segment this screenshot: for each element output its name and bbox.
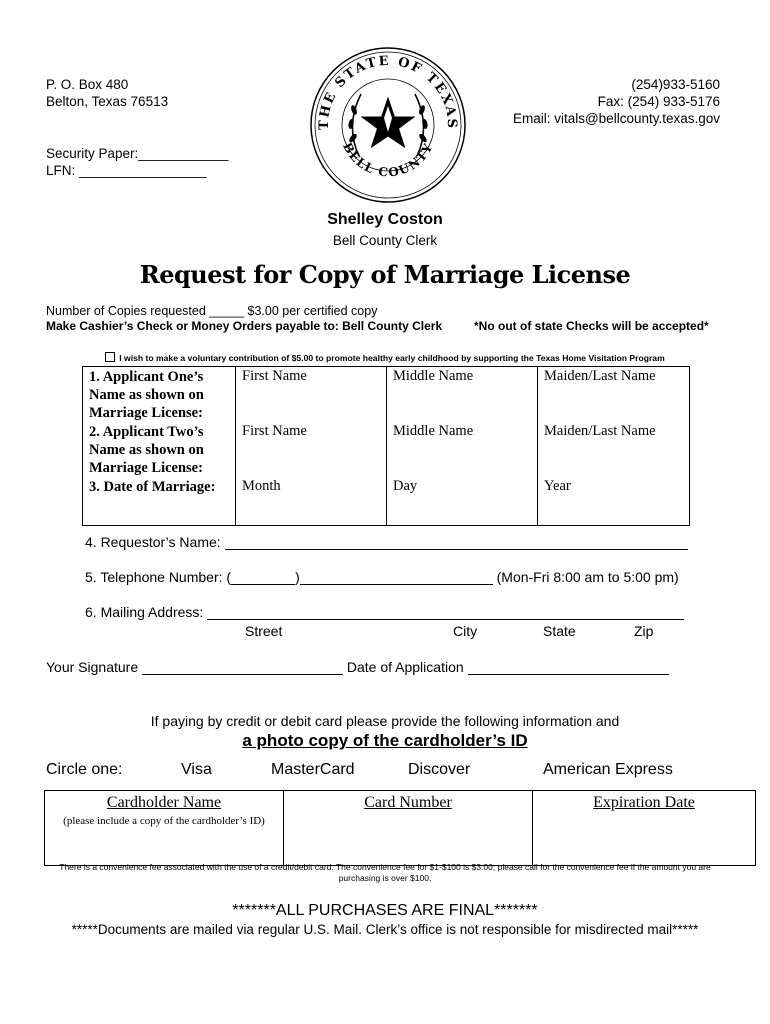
form-title: Request for Copy of Marriage License bbox=[139, 260, 631, 289]
contribution-label: I wish to make a voluntary contribution of $5.00 to promote healthy early childhood by supporting the Texas Home Visitation Program bbox=[119, 353, 665, 363]
contribution-checkbox[interactable] bbox=[105, 352, 115, 362]
svg-text:THE STATE OF TEXAS: THE STATE OF TEXAS bbox=[316, 53, 460, 131]
date-of-marriage-label: 3. Date of Marriage: bbox=[83, 477, 236, 526]
svg-text:BELL COUNTY: BELL COUNTY bbox=[340, 140, 436, 180]
requestor-name-input[interactable] bbox=[225, 535, 688, 550]
telephone-paren-close: ) bbox=[295, 569, 300, 585]
no-out-of-state-notice: *No out of state Checks will be accepted* bbox=[474, 319, 709, 333]
clerk-contact bbox=[513, 76, 720, 127]
expiration-date-cell[interactable] bbox=[533, 791, 756, 866]
telephone-row bbox=[85, 569, 679, 585]
telephone-label: 5. Telephone Number: ( bbox=[85, 569, 232, 585]
street-label: Street bbox=[245, 623, 283, 639]
expiration-date-header: Expiration Date bbox=[593, 794, 695, 811]
table-row bbox=[83, 477, 690, 526]
telephone-hours: (Mon-Fri 8:00 am to 5:00 pm) bbox=[496, 569, 679, 585]
fax-number: Fax: (254) 933-5176 bbox=[597, 94, 720, 109]
lfn-field[interactable]: LFN: _________________ bbox=[46, 163, 207, 178]
area-code-input[interactable] bbox=[231, 570, 295, 585]
applicant-table bbox=[82, 366, 690, 526]
card-type-american-express[interactable]: American Express bbox=[543, 761, 673, 778]
cardholder-name-header: Cardholder Name bbox=[106, 794, 222, 811]
copies-requested-field[interactable]: Number of Copies requested _____ $3.00 per certified copy bbox=[46, 304, 378, 318]
marriage-month[interactable]: Month bbox=[236, 477, 387, 526]
applicant-one-middle-name[interactable]: Middle Name bbox=[387, 367, 538, 423]
photo-id-requirement: a photo copy of the cardholder’s ID bbox=[242, 731, 528, 750]
contribution-option bbox=[0, 352, 770, 363]
table-row bbox=[83, 367, 690, 423]
office-use-fields bbox=[46, 145, 228, 179]
convenience-fee-note: There is a convenience fee associated with the use of a credit/debit card. The convenience fee for $1-$100 is $3.00; please call for the convenience fee if the amount you are purchasing is over $100. bbox=[59, 862, 711, 883]
address-line-2: Belton, Texas 76513 bbox=[46, 94, 169, 109]
cardholder-id-note: (please include a copy of the cardholder’s ID) bbox=[63, 815, 265, 827]
state-of-texas-seal-icon bbox=[309, 46, 467, 204]
card-type-discover[interactable]: Discover bbox=[408, 761, 471, 778]
signature-label: Your Signature bbox=[46, 659, 139, 675]
cardholder-name-cell[interactable] bbox=[45, 791, 284, 866]
requestor-label: 4. Requestor’s Name: bbox=[85, 534, 221, 550]
email-address: Email: vitals@bellcounty.texas.gov bbox=[512, 111, 720, 126]
mailing-address-label: 6. Mailing Address: bbox=[85, 604, 204, 620]
marriage-day[interactable]: Day bbox=[387, 477, 538, 526]
signature-row bbox=[46, 659, 669, 675]
card-number-cell[interactable] bbox=[284, 791, 533, 866]
applicant-one-first-name[interactable]: First Name bbox=[236, 367, 387, 423]
mail-disclaimer: *****Documents are mailed via regular U.S. Mail. Clerk’s office is not responsible for misdirected mail***** bbox=[71, 922, 699, 937]
zip-label: Zip bbox=[634, 623, 654, 639]
card-details-table bbox=[44, 790, 756, 866]
mailing-address-row bbox=[85, 604, 684, 620]
date-of-application-label: Date of Application bbox=[346, 659, 464, 675]
applicant-one-last-name[interactable]: Maiden/Last Name bbox=[538, 367, 690, 423]
mailing-address-input[interactable] bbox=[207, 605, 684, 620]
purchases-final-notice: *******ALL PURCHASES ARE FINAL******* bbox=[232, 902, 538, 919]
applicant-two-label: 2. Applicant Two’s Name as shown on Marriage License: bbox=[83, 422, 236, 477]
requestor-row bbox=[85, 534, 688, 550]
applicant-one-label: 1. Applicant One’s Name as shown on Marriage License: bbox=[83, 367, 236, 423]
clerk-title: Bell County Clerk bbox=[332, 233, 438, 248]
circle-one-label: Circle one: bbox=[46, 761, 123, 778]
table-row bbox=[45, 791, 756, 866]
card-number-header: Card Number bbox=[364, 794, 452, 811]
card-type-mastercard[interactable]: MasterCard bbox=[271, 761, 355, 778]
telephone-number-input[interactable] bbox=[300, 570, 493, 585]
table-row bbox=[83, 422, 690, 477]
card-type-visa[interactable]: Visa bbox=[181, 761, 212, 778]
marriage-year[interactable]: Year bbox=[538, 477, 690, 526]
clerk-name: Shelley Coston bbox=[327, 211, 443, 228]
address-line-1: P. O. Box 480 bbox=[46, 77, 129, 92]
payable-instruction: Make Cashier’s Check or Money Orders payable to: Bell County Clerk bbox=[46, 319, 443, 333]
clerk-address bbox=[46, 76, 168, 110]
state-label: State bbox=[543, 623, 576, 639]
signature-input[interactable] bbox=[142, 660, 343, 675]
applicant-two-first-name[interactable]: First Name bbox=[236, 422, 387, 477]
applicant-two-last-name[interactable]: Maiden/Last Name bbox=[538, 422, 690, 477]
security-paper-field[interactable]: Security Paper:____________ bbox=[46, 146, 229, 161]
date-of-application-input[interactable] bbox=[468, 660, 669, 675]
applicant-two-middle-name[interactable]: Middle Name bbox=[387, 422, 538, 477]
phone-number: (254)933-5160 bbox=[631, 77, 720, 92]
card-payment-intro: If paying by credit or debit card please provide the following information and bbox=[150, 713, 620, 729]
city-label: City bbox=[453, 623, 478, 639]
